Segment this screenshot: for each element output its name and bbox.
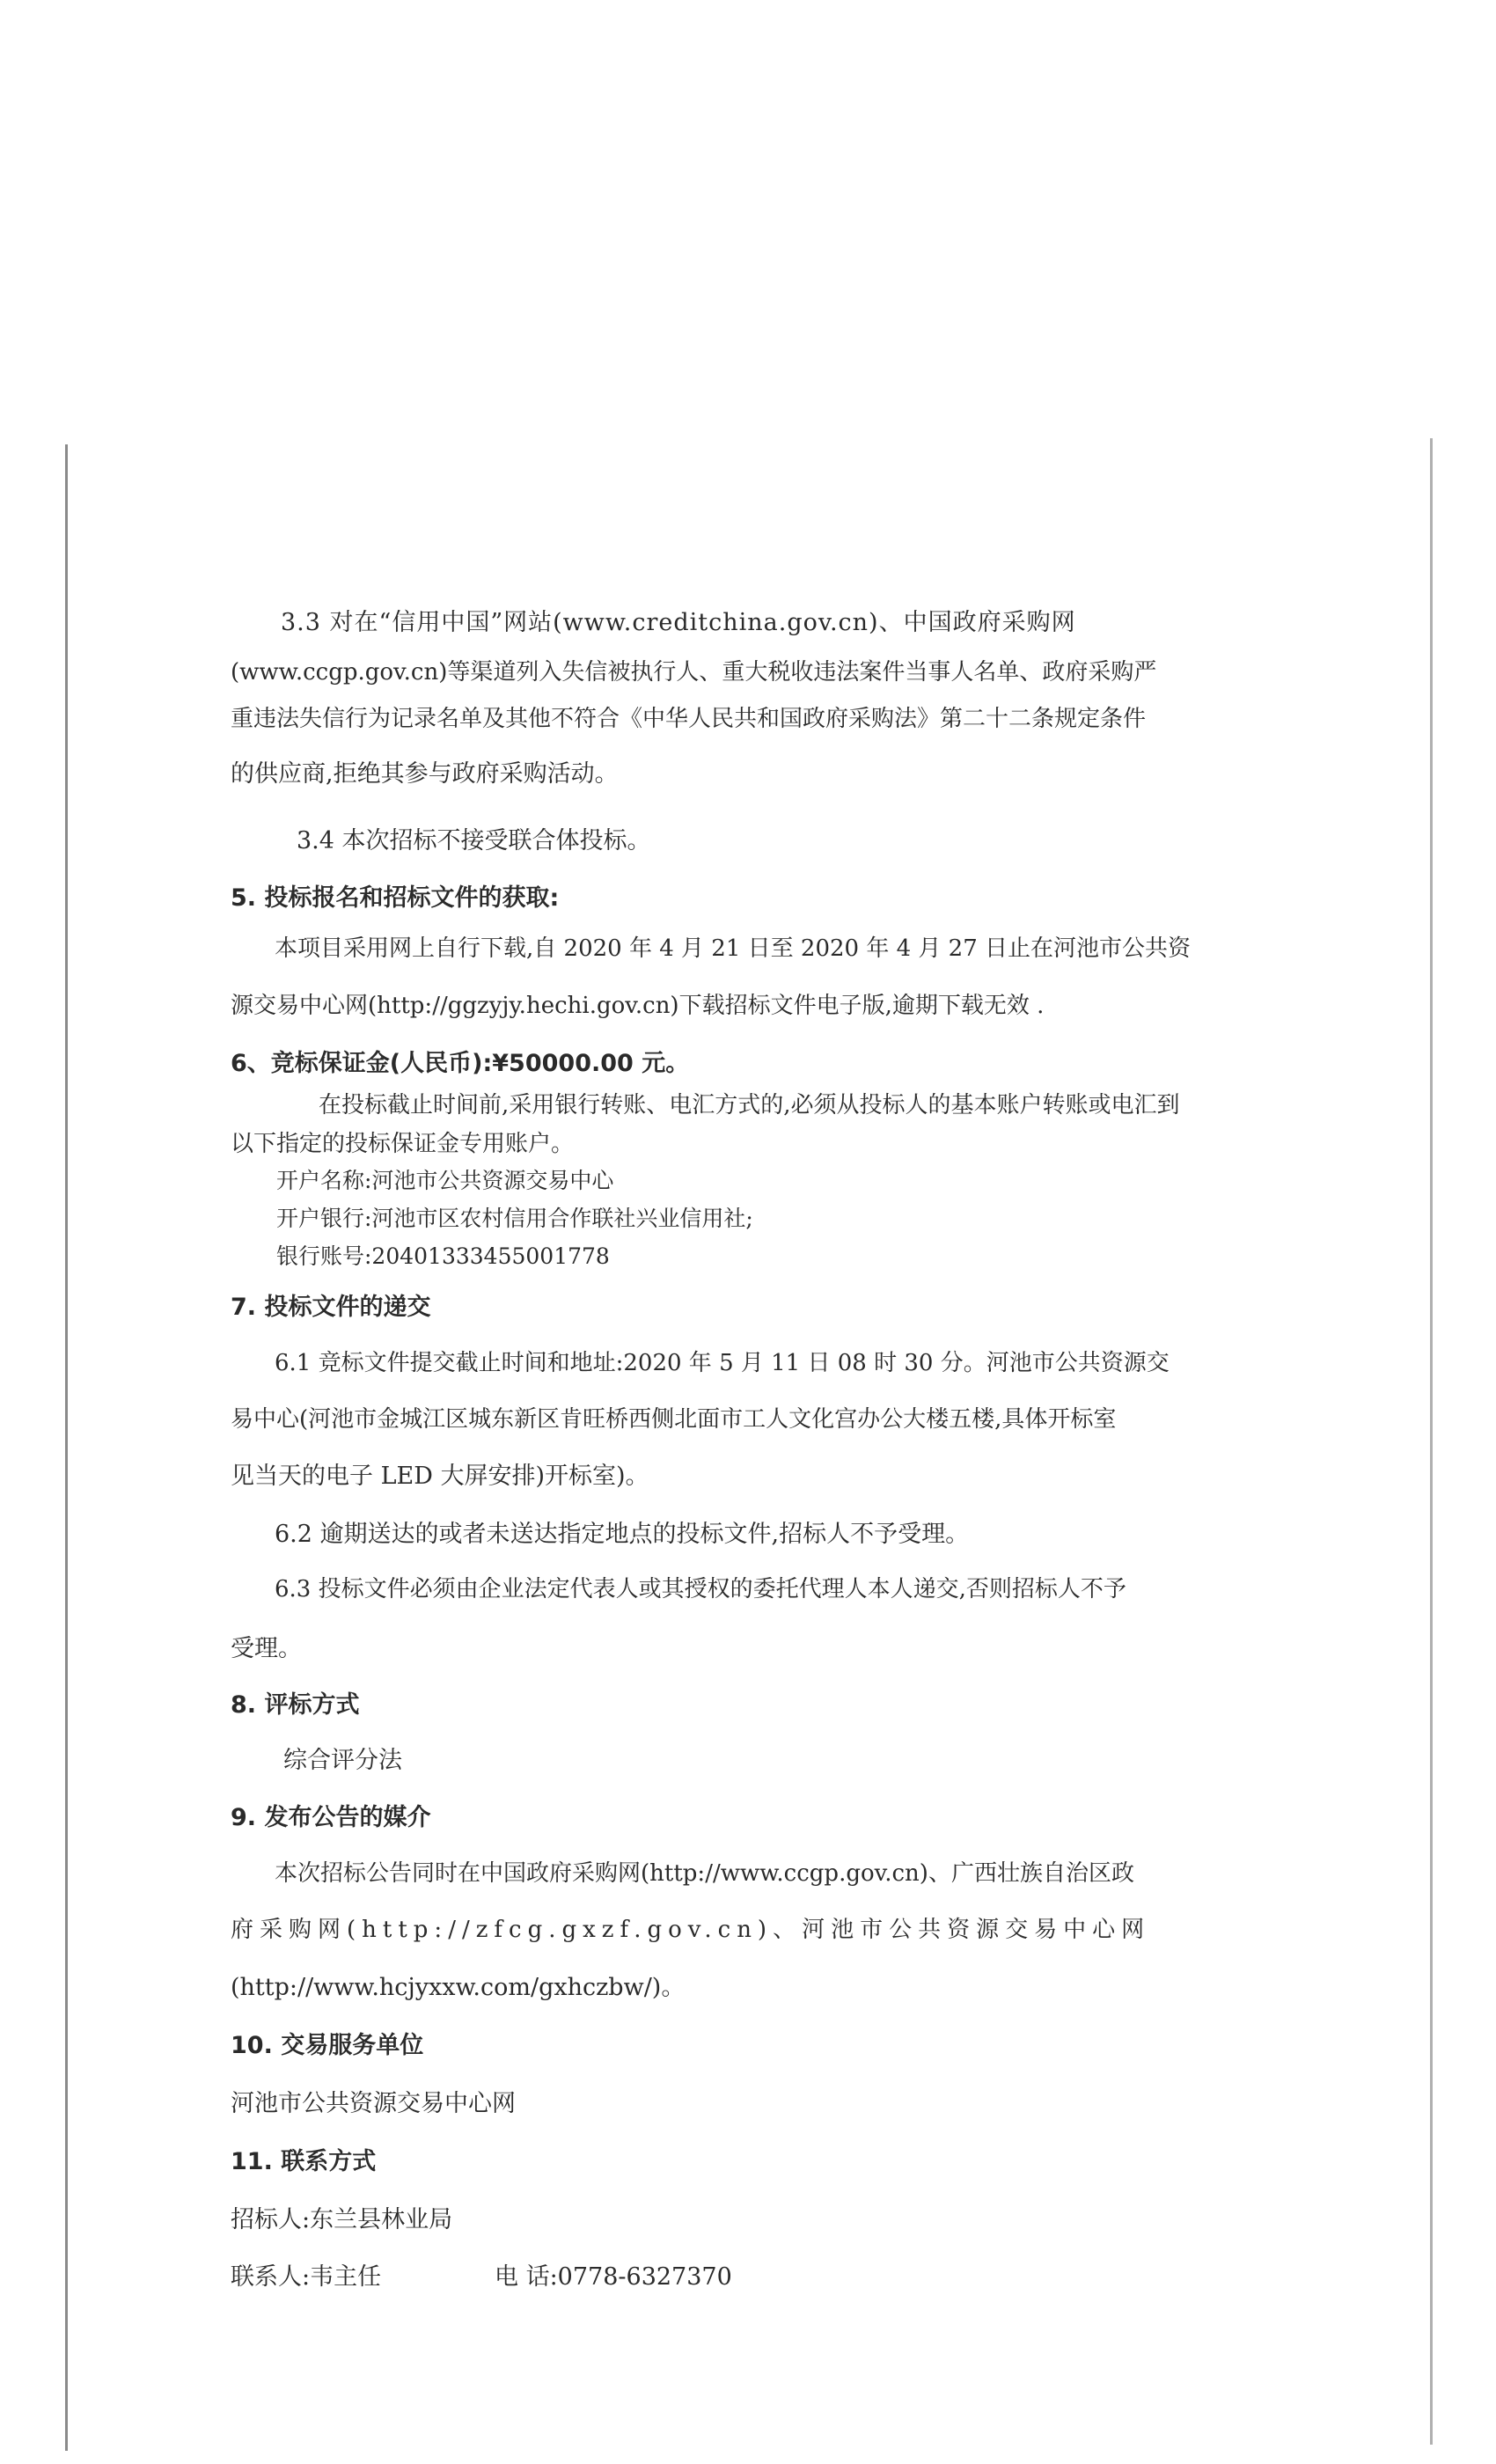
section-7-heading: 7. 投标文件的递交 bbox=[231, 1294, 431, 1321]
section-3-3-line-1: 3.3 对在“信用中国”网站(www.creditchina.gov.cn)、中国政府采购网 bbox=[281, 609, 1076, 636]
section-7-p3-line-1: 6.3 投标文件必须由企业法定代表人或其授权的委托代理人本人递交,否则招标人不予 bbox=[275, 1576, 1126, 1602]
section-7-p1-line-1: 6.1 竞标文件提交截止时间和地址:2020 年 5 月 11 日 08 时 30 分。河池市公共资源交 bbox=[275, 1350, 1170, 1376]
section-10-heading: 10. 交易服务单位 bbox=[231, 2032, 424, 2059]
section-7-p2: 6.2 逾期送达的或者未送达指定地点的投标文件,招标人不予受理。 bbox=[275, 1521, 970, 1548]
section-9-line-2: 府采购网(http://zfcg.gxzf.gov.cn)、河池市公共资源交易中心网 bbox=[231, 1917, 1151, 1943]
section-7-p1-line-2: 易中心(河池市金城江区城东新区肯旺桥西侧北面市工人文化宫办公大楼五楼,具体开标室 bbox=[231, 1406, 1117, 1433]
account-name: 开户名称:河池市公共资源交易中心 bbox=[276, 1168, 614, 1193]
section-6-line-1: 在投标截止时间前,采用银行转账、电汇方式的,必须从投标人的基本账户转账或电汇到 bbox=[319, 1092, 1180, 1118]
tenderer: 招标人:东兰县林业局 bbox=[231, 2206, 453, 2233]
section-9-line-3: (http://www.hcjyxxw.com/gxhczbw/)。 bbox=[231, 1974, 686, 2001]
section-7-p1-line-3: 见当天的电子 LED 大屏安排)开标室)。 bbox=[231, 1463, 649, 1490]
section-3-4: 3.4 本次招标不接受联合体投标。 bbox=[297, 827, 651, 854]
section-3-3-line-2: (www.ccgp.gov.cn)等渠道列入失信被执行人、重大税收违法案件当事人名单、政府采购严 bbox=[231, 659, 1157, 686]
contact-person: 联系人:韦主任 bbox=[231, 2263, 382, 2291]
section-5-heading: 5. 投标报名和招标文件的获取: bbox=[231, 884, 560, 912]
section-11-heading: 11. 联系方式 bbox=[231, 2148, 377, 2175]
account-bank: 开户银行:河池市区农村信用合作联社兴业信用社; bbox=[276, 1206, 753, 1231]
section-5-line-2: 源交易中心网(http://ggzyjy.hechi.gov.cn)下载招标文件电子版,逾期下载无效 . bbox=[231, 993, 1045, 1019]
page-border-left bbox=[65, 444, 68, 2451]
section-9-heading: 9. 发布公告的媒介 bbox=[231, 1804, 431, 1831]
section-5-line-1: 本项目采用网上自行下载,自 2020 年 4 月 21 日至 2020 年 4 月 27 日止在河池市公共资 bbox=[275, 935, 1192, 962]
section-3-3-line-4: 的供应商,拒绝其参与政府采购活动。 bbox=[231, 760, 619, 788]
account-number: 银行账号:20401333455001778 bbox=[276, 1243, 610, 1269]
contact-phone: 电 话:0778-6327370 bbox=[495, 2263, 732, 2291]
section-6-line-2: 以下指定的投标保证金专用账户。 bbox=[231, 1131, 575, 1157]
section-10-text: 河池市公共资源交易中心网 bbox=[231, 2090, 516, 2117]
section-9-line-1: 本次招标公告同时在中国政府采购网(http://www.ccgp.gov.cn)、广西壮族自治区政 bbox=[275, 1860, 1134, 1887]
section-6-heading: 6、竞标保证金(人民币):¥50000.00 元。 bbox=[231, 1050, 690, 1077]
section-8-heading: 8. 评标方式 bbox=[231, 1691, 360, 1719]
section-7-p3-line-2: 受理。 bbox=[231, 1635, 302, 1662]
section-8-text: 综合评分法 bbox=[283, 1747, 402, 1774]
section-3-3-line-3: 重违法失信行为记录名单及其他不符合《中华人民共和国政府采购法》第二十二条规定条件 bbox=[231, 706, 1147, 732]
page-border-right bbox=[1430, 438, 1433, 2445]
